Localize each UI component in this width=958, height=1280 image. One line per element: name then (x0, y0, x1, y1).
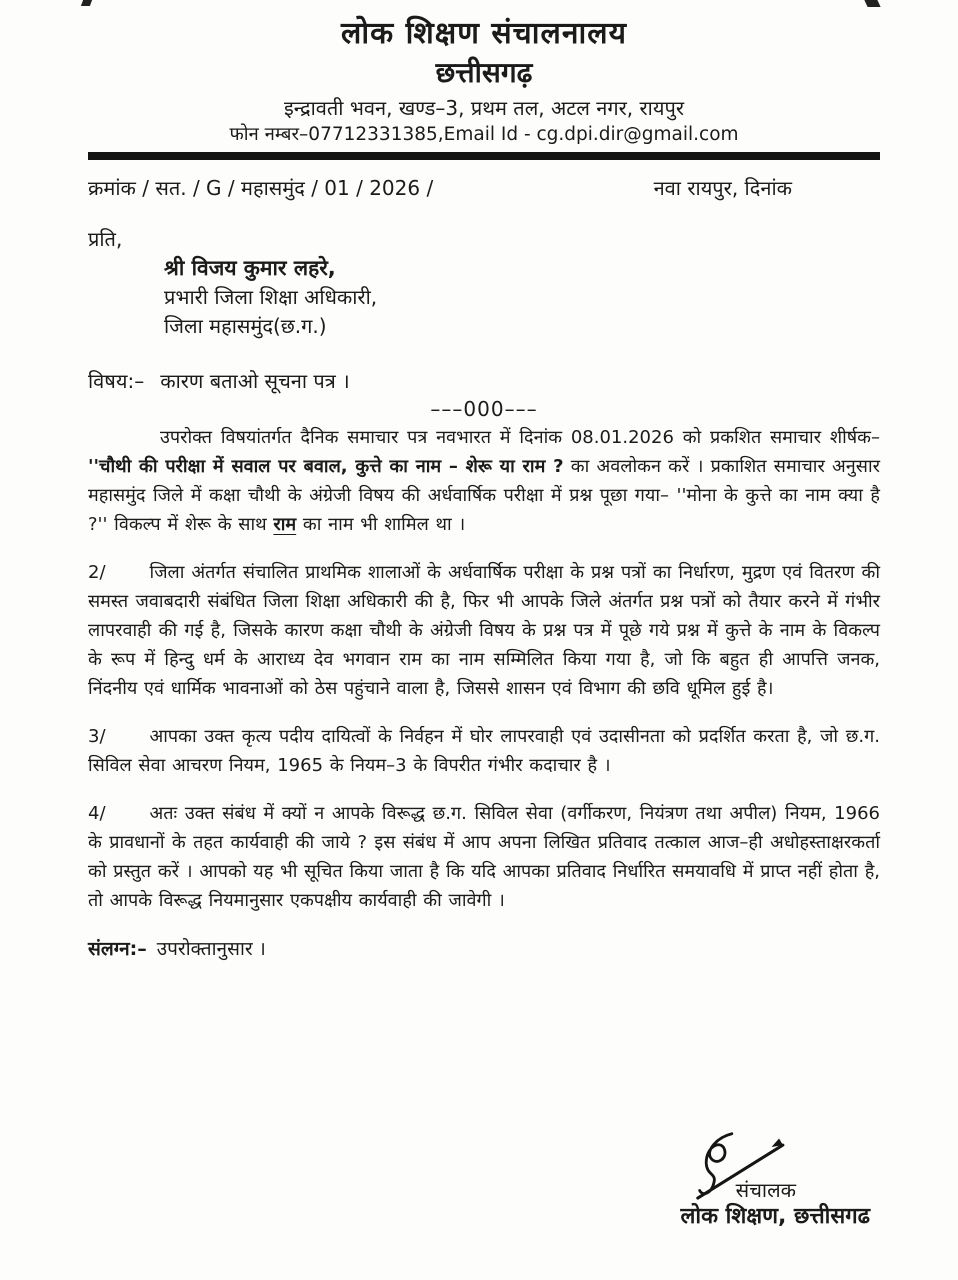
reference-row (88, 174, 880, 201)
paragraph-2-number: 2/ (88, 562, 106, 583)
place-and-date: नवा रायपुर, दिनांक (653, 176, 792, 200)
paragraph-1-text: उपरोक्त विषयांतर्गत दैनिक समाचार पत्र नवभारत में दिनांक 08.01.2026 को प्रकशित समाचार शीर्षक– (160, 427, 880, 448)
org-address: इन्द्रावती भवन, खण्ड–3, प्रथम तल, अटल नगर, रायपुर (283, 96, 685, 120)
paragraph-1 (88, 423, 880, 539)
news-headline: ''चौथी की परीक्षा में सवाल पर बवाल, कुत्ते का नाम – शेरू या राम ? (88, 456, 564, 477)
paragraph-4 (88, 799, 880, 915)
paragraph-1-text: का नाम भी शामिल था । (296, 514, 466, 535)
letterhead-divider-rule (88, 152, 880, 160)
salutation: प्रति, (88, 227, 123, 251)
addressee-name: श्री विजय कुमार लहरे, (164, 256, 336, 280)
addressee-block (88, 225, 880, 341)
enclosure-line (88, 935, 880, 961)
enclosure-label: संलग्न:– (88, 938, 147, 960)
org-name: लोक शिक्षण संचालनालय (340, 16, 627, 51)
reference-number: क्रमांक / सत. / G / महासमुंद / 01 / 2026 / (88, 176, 434, 200)
letterhead (88, 14, 880, 147)
scan-artifact (864, 0, 880, 7)
subject-line (88, 367, 880, 394)
paragraph-3 (88, 722, 880, 780)
subject-label: विषय:– (88, 369, 145, 393)
emphasized-word-ram: राम (273, 514, 297, 535)
org-phone-email: फोन नम्बर–07712331385,Email Id - cg.dpi.dir@gmail.com (229, 124, 739, 145)
paragraph-4-text: अतः उक्त संबंध में क्यों न आपके विरूद्ध छ.ग. सिविल सेवा (वर्गीकरण, नियंत्रण तथा अपील) नियम, 1966 के प्रावधानों के तहत कार्यवाही की जाये ? इस संबंध में आप अपना लिखित प्रतिवाद तत्काल आज–ही अधोहस्ताक्षरकर्ता को प्रस्तुत करें । आपको यह भी सूचित किया जाता है कि यदि आपका प्रतिवाद निर्धारित समयावधि में प्राप्त नहीं होता है, तो आपके विरूद्ध नियमानुसार एकपक्षीय कार्यवाही की जावेगी । (88, 803, 880, 911)
addressee-designation: प्रभारी जिला शिक्षा अधिकारी, (164, 285, 378, 309)
org-state: छत्तीसगढ़ (435, 56, 533, 89)
paragraph-2 (88, 558, 880, 703)
paragraph-4-number: 4/ (88, 803, 106, 824)
paragraph-3-number: 3/ (88, 726, 106, 747)
paragraph-1-text: का अवलोकन करें । प्रकाशित समाचार अनुसार महासमुंद जिले में कक्षा चौथी के अंग्रेजी विषय की अर्धवार्षिक परीक्षा में प्रश्न पूछा गया– ''मोना के कुत्ते का नाम क्या है ?'' विकल्प में शेरू के साथ (88, 456, 880, 535)
signatory-organization: लोक शिक्षण, छत्तीसगढ (680, 1204, 870, 1229)
enclosure-text: उपरोक्तानुसार । (156, 938, 266, 960)
signatory-title: संचालक (735, 1178, 796, 1202)
addressee-district: जिला महासमुंद(छ.ग.) (164, 314, 327, 338)
paragraph-2-text: जिला अंतर्गत संचालित प्राथमिक शालाओं के अर्धवार्षिक परीक्षा के प्रश्न पत्रों का निर्धारण, मुद्रण एवं वितरण की समस्त जवाबदारी संबंधित जिला शिक्षा अधिकारी की है, फिर भी आपके जिले अंतर्गत प्रश्न पत्रों को तैयार करने में गंभीर लापरवाही की गई है, जिसके कारण कक्षा चौथी के अंग्रेजी विषय के प्रश्न पत्र में पूछे गये प्रश्न में कुत्ते के नाम के विकल्प के रूप में हिन्दु धर्म के आराध्य देव भगवान राम का नाम सम्मिलित किया गया है, जो कि बहुत ही आपत्ति जनक, निंदनीय एवं धार्मिक भावनाओं को ठेस पहुंचाने वाला है, जिससे शासन एवं विभाग की छवि धूमिल हुई है। (88, 562, 880, 699)
paragraph-3-text: आपका उक्त कृत्य पदीय दायित्वों के निर्वहन में घोर लापरवाही एवं उदासीनता को प्रदर्शित करता है, जो छ.ग. सिविल सेवा आचरण नियम, 1965 के नियम–3 के विपरीत गंभीर कदाचार है । (88, 726, 880, 776)
subject-text: कारण बताओ सूचना पत्र । (160, 369, 350, 393)
section-divider: –––000––– (430, 397, 538, 421)
